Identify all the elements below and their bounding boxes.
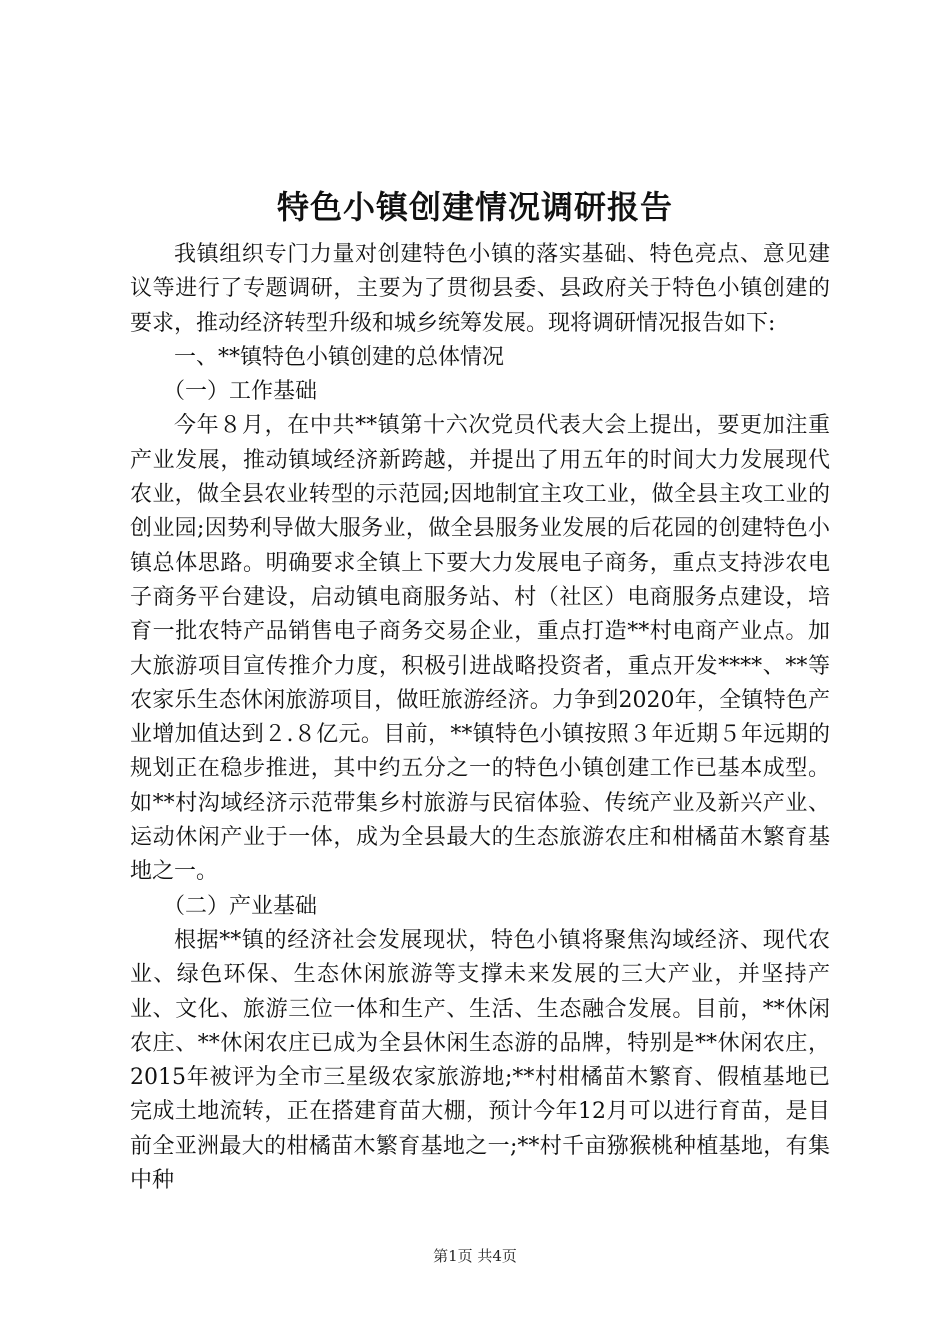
document-body (130, 238, 830, 1198)
subsection-heading-industry-basis: （二）产业基础 (163, 893, 318, 919)
document-title: 特色小镇创建情况调研报告 (276, 188, 673, 226)
page-number-footer: 第1页 共4页 (433, 1247, 517, 1265)
section-heading: 一、**镇特色小镇创建的总体情况 (174, 344, 505, 370)
work-basis-paragraph: 今年８月，在中共**镇第十六次党员代表大会上提出，要更加注重产业发展，推动镇域经济新跨越，并提出了用五年的时间大力发展现代农业，做全县农业转型的示范园;因地制宜主攻工业，做全县主攻工业的创业园;因势利导做大服务业，做全县服务业发展的后花园的创建特色小镇总体思路。明确要求全镇上下要大力发展电子商务，重点支持涉农电子商务平台建设，启动镇电商服务站、村（社区）电商服务点建设，培育一批农特产品销售电子商务交易企业，重点打造**村电商产业点。加大旅游项目宣传推介力度，积极引进战略投资者，重点开发****、**等农家乐生态休闲旅游项目，做旺旅游经济。力争到2020年，全镇特色产业增加值达到２.８亿元。目前，**镇特色小镇按照３年近期５年远期的规划正在稳步推进，其中约五分之一的特色小镇创建工作已基本成型。如**村沟域经济示范带集乡村旅游与民宿体验、传统产业及新兴产业、运动休闲产业于一体，成为全县最大的生态旅游农庄和柑橘苗木繁育基地之一。 (130, 413, 830, 885)
intro-paragraph: 我镇组织专门力量对创建特色小镇的落实基础、特色亮点、意见建议等进行了专题调研，主要为了贯彻县委、县政府关于特色小镇创建的要求，推动经济转型升级和城乡统筹发展。现将调研情况报告如下: (130, 242, 830, 336)
industry-basis-paragraph: 根据**镇的经济社会发展现状，特色小镇将聚焦沟域经济、现代农业、绿色环保、生态休闲旅游等支撑未来发展的三大产业，并坚持产业、文化、旅游三位一体和生产、生活、生态融合发展。目前，**休闲农庄、**休闲农庄已成为全县休闲生态游的品牌，特别是**休闲农庄，2015年被评为全市三星级农家旅游地;**村柑橘苗木繁育、假植基地已完成土地流转，正在搭建育苗大棚，预计今年12月可以进行育苗，是目前全亚洲最大的柑橘苗木繁育基地之一;**村千亩猕猴桃种植基地，有集中种 (130, 927, 830, 1194)
subsection-heading-work-basis: （一）工作基础 (163, 379, 318, 405)
